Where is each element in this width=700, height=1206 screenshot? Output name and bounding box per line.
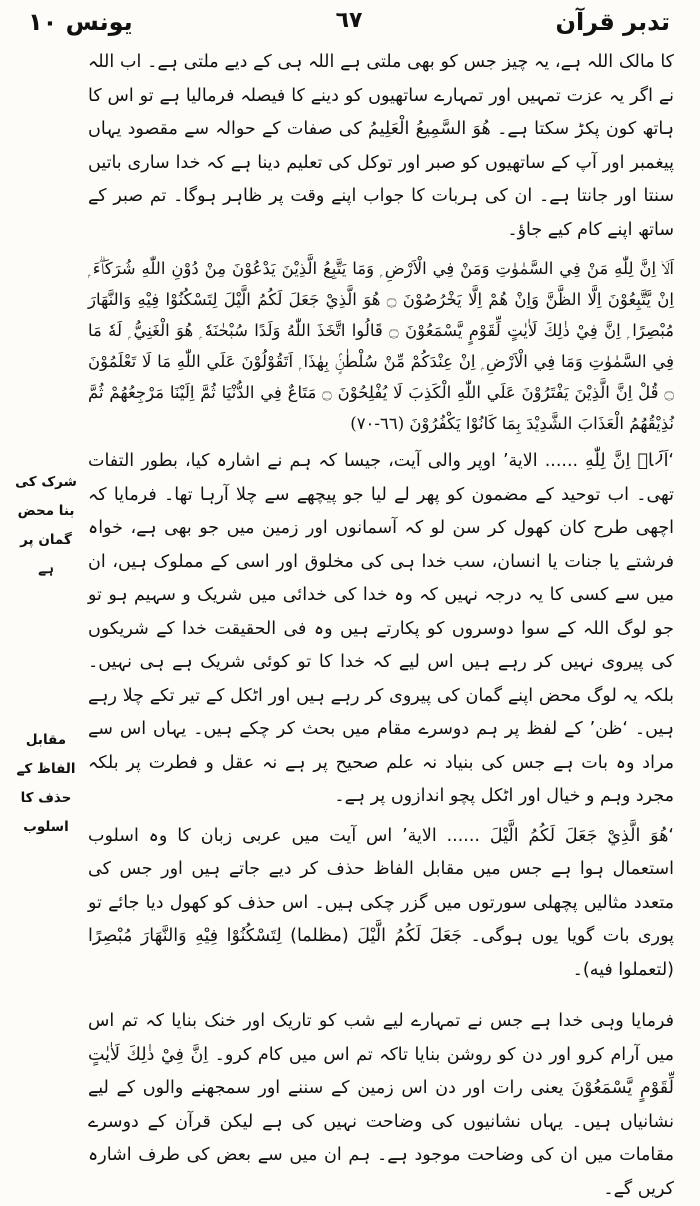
paragraph-intro: کا مالک اللہ ہے، یہ چیز جس کو بھی ملتی ہے اللہ ہی کے دیے ملتی ہے۔ اب اللہ نے اگر یہ عزت تمہیں اور تمہارے ساتھیوں کو دینے کا فیصلہ فرمالیا ہے تو اس کا ہاتھ کون پکڑ سکتا ہے۔ هُوَ السَّمِيعُ الْعَلِيمُ کی صفات کے حوالہ سے مقصود یہاں پیغمبر اور آپ کے ساتھیوں کو صبر اور توکل کی تعلیم دینا ہے کہ خدا ساری باتیں سنتا اور جانتا ہے۔ ان کی ہربات کا جواب اپنے وقت پر ظاہر ہوگا۔ تم صبر کے ساتھ اپنے کام کیے جاؤ۔ <box>88 52 674 240</box>
surah-title: یونس ١٠ <box>28 8 133 36</box>
page-number: ٦٧ <box>335 8 363 33</box>
paragraph-tawhid: ‘اَلَاۤ اِنَّ لِلّٰهِ ...... الاية’ اوپر والی آیت، جیسا کہ ہم نے اشارہ کیا، بطور التفات تھی۔ اب توحید کے مضمون کو پھر لے لیا جو پیچھے سے چلا آرہا تھا۔ فرمایا کہ اچھی طرح کان کھول کر سن لو کہ آسمانوں اور زمین میں جو بھی ہے، خواہ فرشتے یا جنات یا انسان، سب خدا ہی کی مخلوق اور اسی کے مملوک ہیں، ان میں سے کسی کا یہ درجہ نہیں کہ وہ خدا کی خدائی میں شریک و سہیم ہو تو جو لوگ اللہ کے سوا دوسروں کو پکارتے ہیں وہ فی الحقیقت خدا کے شریکوں کی پیروی نہیں کر رہے ہیں اس لیے کہ خدا کا تو کوئی شریک ہے ہی نہیں۔ بلکہ یہ لوگ محض اپنے گمان کی پیروی کر رہے ہیں اور اٹکل کے تیر تکے چلا رہے ہیں۔ ‘ظن’ کے لفظ پر ہم دوسرے مقام میں بحث کر چکے ہیں۔ یہاں اس سے مراد وہ بات ہے جس کی بنیاد نہ علم صحیح پر ہے نہ عقل و فطرت پر بلکہ مجرد وہم و خیال اور اٹکل پچو اندازوں پر ہے۔ <box>88 451 674 806</box>
page-header <box>28 8 670 42</box>
margin-note-ellipsis: مقابل الفاظ کے حذف کا اسلوب <box>16 732 76 835</box>
margin-note-shirk: شرک کی بنا محض گمان پر ہے <box>15 474 77 577</box>
arabic-verses: اَلَاۤ اِنَّ لِلّٰهِ مَنْ فِي السَّمٰوٰتِ وَمَنْ فِي الْاَرْضِ ۭ وَمَا يَتَّبِعُ الَّذِيْنَ يَدْعُوْنَ مِنْ دُوْنِ اللّٰهِ شُرَكَاۗءَ ۭ اِنْ يَّتَّبِعُوْنَ اِلَّا الظَّنَّ وَاِنْ هُمْ اِلَّا يَخْرُصُوْنَ ۝ هُوَ الَّذِيْ جَعَلَ لَكُمُ الَّيْلَ لِتَسْكُنُوْا فِيْهِ وَالنَّهَارَ مُبْصِرًا ۭ اِنَّ فِيْ ذٰلِكَ لَاٰيٰتٍ لِّقَوْمٍ يَّسْمَعُوْنَ ۝ قَالُوا اتَّخَذَ اللّٰهُ وَلَدًا سُبْحٰنَهٗ ۭ هُوَ الْغَنِيُّ ۭ لَهٗ مَا فِي السَّمٰوٰتِ وَمَا فِي الْاَرْضِ ۭ اِنْ عِنْدَكُمْ مِّنْ سُلْطٰنٍۢ بِهٰذَا ۭ اَتَقُوْلُوْنَ عَلَي اللّٰهِ مَا لَا تَعْلَمُوْنَ ۝ قُلْ اِنَّ الَّذِيْنَ يَفْتَرُوْنَ عَلَي اللّٰهِ الْكَذِبَ لَا يُفْلِحُوْنَ ۝ مَتَاعٌ فِي الدُّنْيَا ثُمَّ اِلَيْنَا مَرْجِعُهُمْ ثُمَّ نُذِيْقُهُمُ الْعَذَابَ الشَّدِيْدَ بِمَا كَانُوْا يَكْفُرُوْنَ (٦٦-٧٠) <box>88 259 675 433</box>
paragraph-style: ‘هُوَ الَّذِيْ جَعَلَ لَكُمُ الَّيْلَ ...... الاية’ اس آیت میں عربی زبان کا وہ اسلوب استعمال ہوا ہے جس میں مقابل الفاظ حذف کر دیے جاتے ہیں اور جس کی متعدد مثالیں پچھلی سورتوں میں گزر چکی ہیں۔ اس حذف کو کھول دیا جائے تو پوری بات گویا یوں ہوگی۔ جَعَلَ لَكُمُ الَّيْلَ (مظلما) لِتَسْكُنُوْا فِيْهِ وَالنَّهَارَ مُبْصِرًا (لتعملوا فيه)۔ <box>88 825 674 980</box>
page-body <box>88 46 674 1206</box>
book-title: تدبر قرآن <box>555 8 670 36</box>
paragraph-night-day: فرمایا وہی خدا ہے جس نے تمہارے لیے شب کو تاریک اور خنک بنایا کہ تم اس میں آرام کرو اور دن کو روشن بنایا تاکہ تم اس میں کام کرو۔ اِنَّ فِيْ ذٰلِكَ لَاٰيٰتٍ لِّقَوْمٍ يَّسْمَعُوْنَ یعنی رات اور دن اس زمین کے سننے اور سمجھنے والوں کے لیے نشانیاں ہیں۔ یہاں نشانیوں کی وضاحت نہیں کی ہے لیکن قرآن کے دوسرے مقامات میں ان کی وضاحت موجود ہے۔ ہم ان میں سے بعض کی طرف اشارہ کریں گے۔ <box>88 1011 674 1199</box>
